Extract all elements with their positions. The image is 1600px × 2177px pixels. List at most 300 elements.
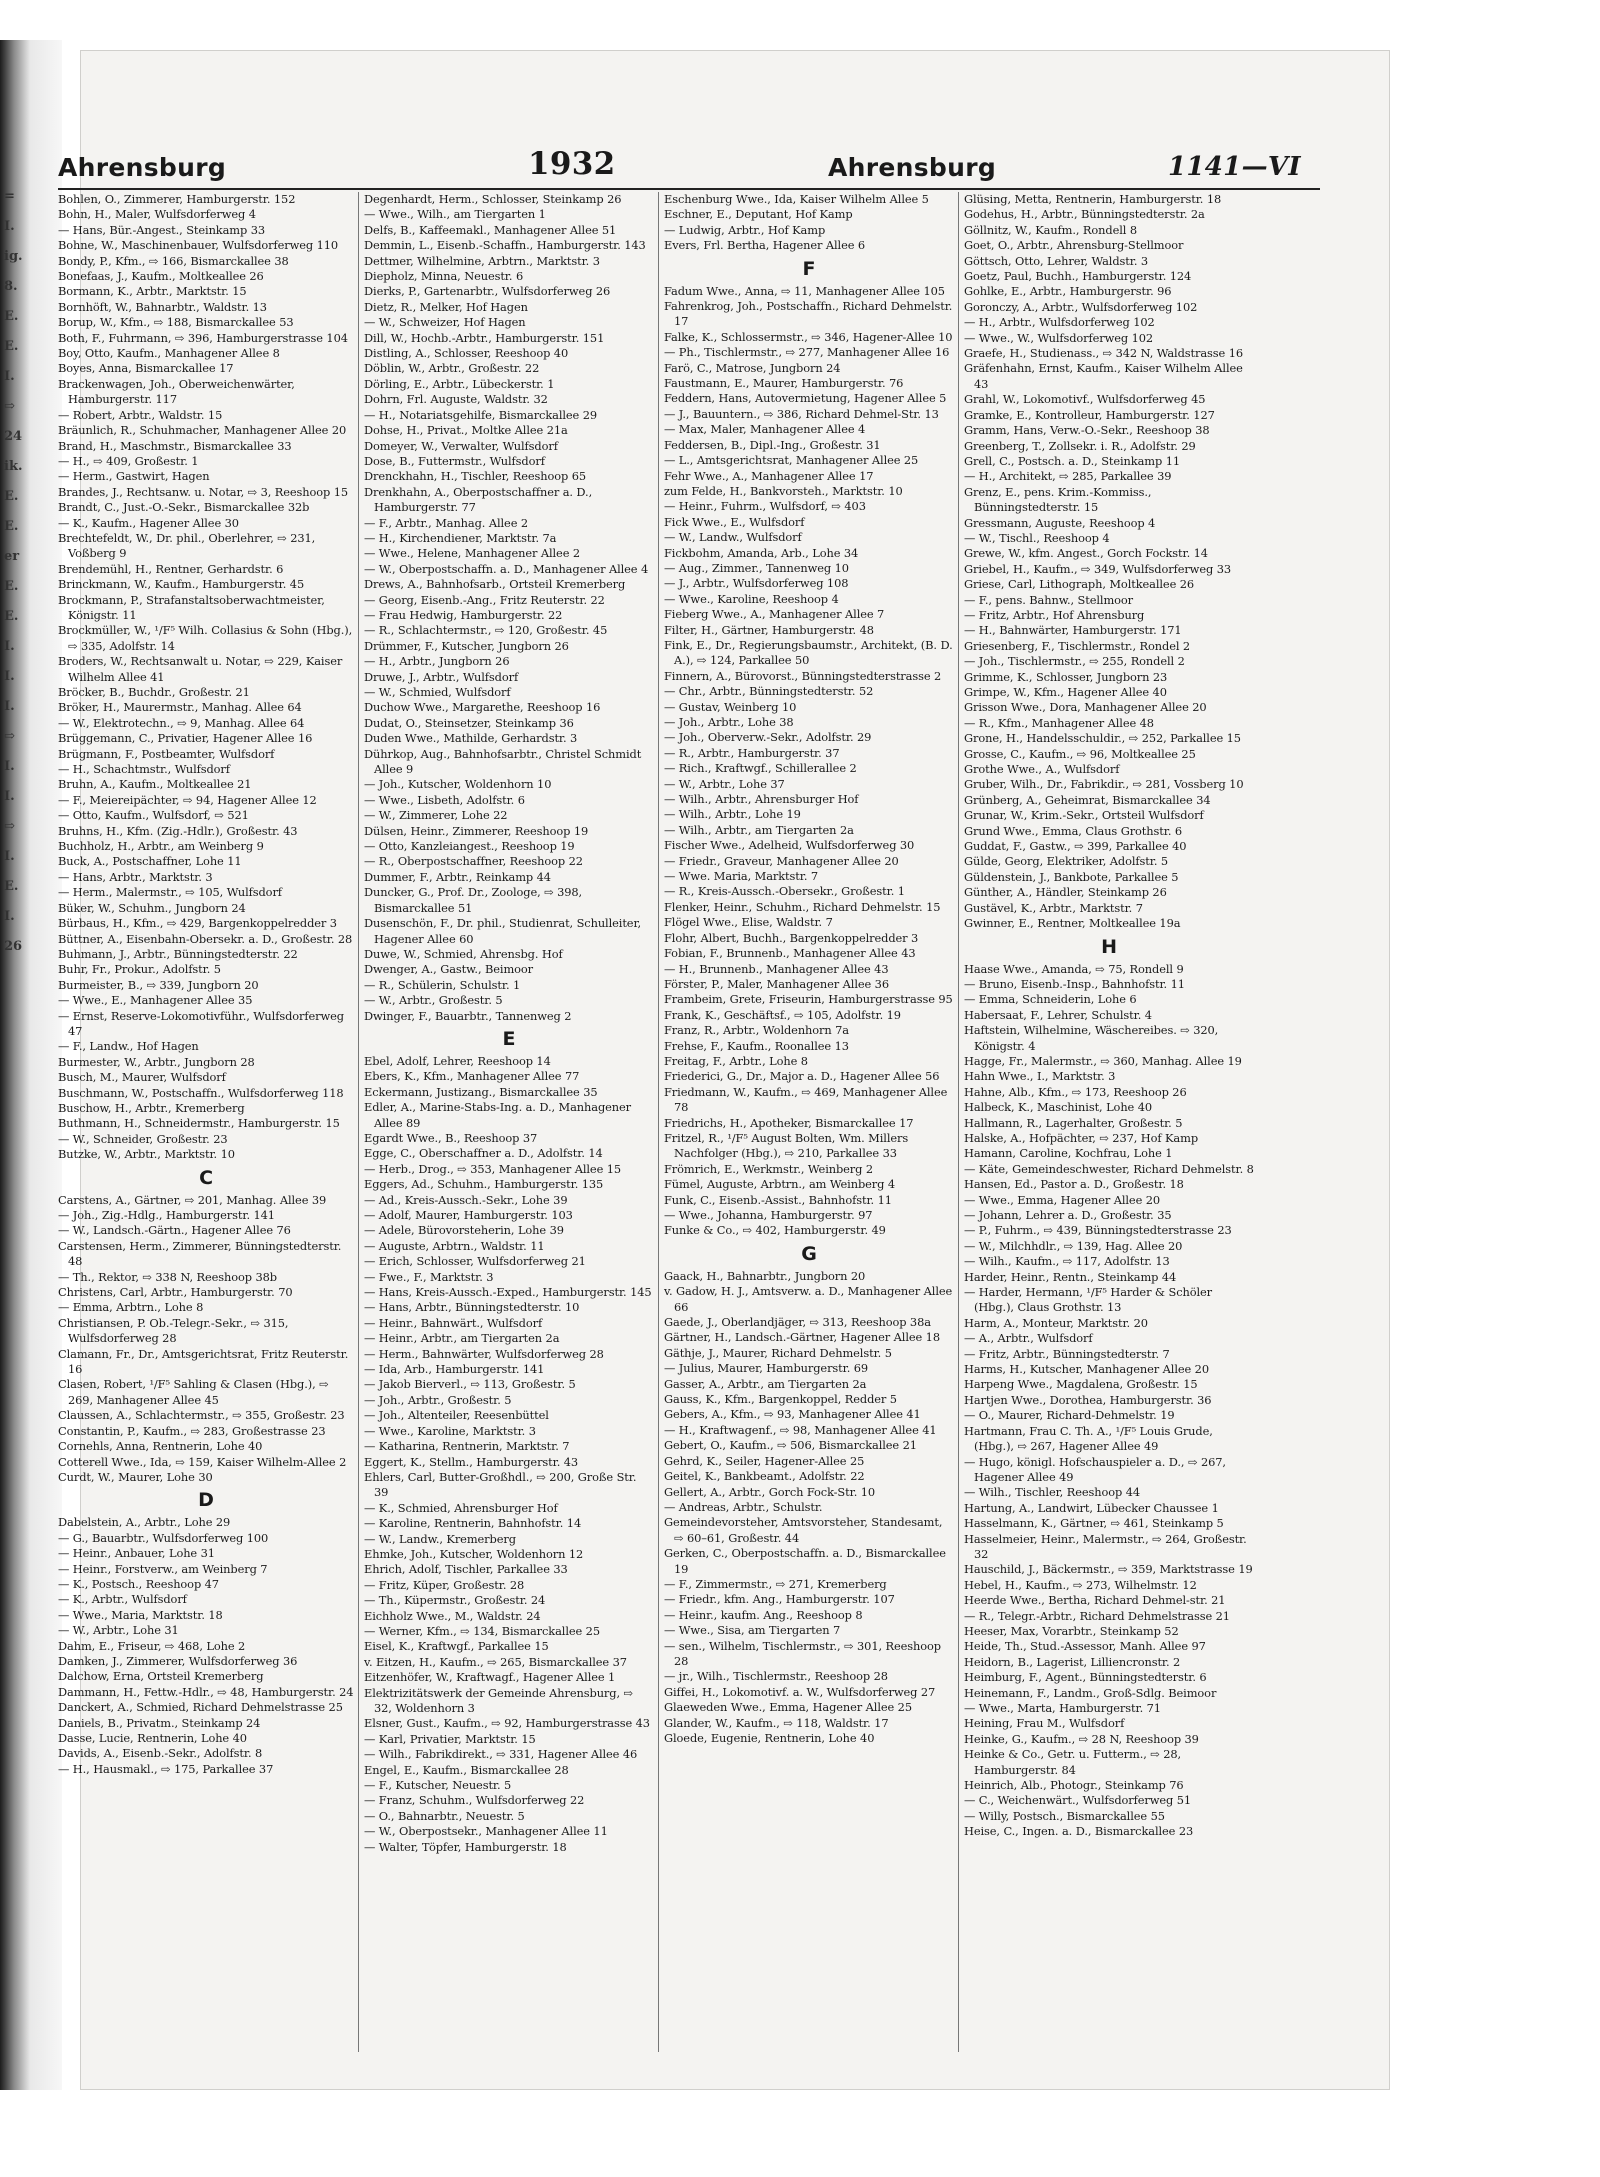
directory-entry: — W., Landw., Kremerberg xyxy=(364,1531,516,1546)
directory-entry: — L., Amtsgerichtsrat, Manhagener Allee 25 xyxy=(664,453,919,468)
directory-entry: Fümel, Auguste, Arbtrn., am Weinberg 4 xyxy=(664,1177,895,1192)
directory-entry: Brand, H., Maschmstr., Bismarckallee 33 xyxy=(58,438,292,453)
directory-entry: Harms, H., Kutscher, Manhagener Allee 20 xyxy=(964,1362,1209,1377)
directory-entry: Grosse, C., Kaufm., ⇨ 96, Moltkeallee 25 xyxy=(964,746,1196,761)
directory-entry: Brandes, J., Rechtsanw. u. Notar, ⇨ 3, Reeshoop 15 xyxy=(58,484,349,499)
section-letter: C xyxy=(199,1166,213,1189)
directory-entry: — J., Bauuntern., ⇨ 386, Richard Dehmel-Str. 13 xyxy=(664,406,939,421)
directory-entry: Feddersen, B., Dipl.-Ing., Großestr. 31 xyxy=(664,437,881,452)
directory-entry: Freitag, F., Arbtr., Lohe 8 xyxy=(664,1053,808,1068)
directory-entry: — Hans, Kreis-Aussch.-Exped., Hamburgerstr. 145 xyxy=(364,1285,652,1300)
directory-entry: Dohse, H., Privat., Moltke Allee 21a xyxy=(364,423,568,438)
directory-entry: Hallmann, R., Lagerhalter, Großestr. 5 xyxy=(964,1115,1183,1130)
fragment-glyph: ⇨ xyxy=(4,819,15,834)
directory-entry: Förster, P., Maler, Manhagener Allee 36 xyxy=(664,976,889,991)
directory-entry: Graefe, H., Studienass., ⇨ 342 N, Waldstrasse 16 xyxy=(964,346,1243,361)
directory-entry: — Erich, Schlosser, Wulfsdorferweg 21 xyxy=(364,1254,586,1269)
directory-entry: Ebel, Adolf, Lehrer, Reeshoop 14 xyxy=(364,1053,551,1068)
fragment-glyph: I. xyxy=(4,639,15,654)
directory-entry: — R., Schülerin, Schulstr. 1 xyxy=(364,977,521,992)
directory-entry: — Aug., Zimmer., Tannenweg 10 xyxy=(664,560,849,575)
directory-entry: Delfs, B., Kaffeemakl., Manhagener Allee 51 xyxy=(364,222,617,237)
directory-entry: — Heinr., Fuhrm., Wulfsdorf, ⇨ 403 xyxy=(664,499,866,514)
directory-entry: Brockmann, P., Strafanstaltsoberwachtmeister, Königstr. 11 xyxy=(58,592,325,622)
directory-entry: Hartung, A., Landwirt, Lübecker Chaussee 1 xyxy=(964,1500,1219,1515)
directory-entry: Gloede, Eugenie, Rentnerin, Lohe 40 xyxy=(664,1731,875,1745)
directory-entry: — Wwe., Lisbeth, Adolfstr. 6 xyxy=(364,792,525,807)
directory-entry: Grahl, W., Lokomotivf., Wulfsdorferweg 45 xyxy=(964,392,1206,407)
directory-entry: Buhr, Fr., Prokur., Adolfstr. 5 xyxy=(58,962,221,977)
directory-entry: Godehus, H., Arbtr., Bünningstedterstr. 2a xyxy=(964,207,1205,222)
directory-entry: — Herm., Bahnwärter, Wulfsdorferweg 28 xyxy=(364,1346,604,1361)
directory-entry: Dietz, R., Melker, Hof Hagen xyxy=(364,299,528,314)
directory-entry: Haftstein, Wilhelmine, Wäschereibes. ⇨ 320, Königstr. 4 xyxy=(964,1023,1219,1053)
directory-entry: Eisel, K., Kraftwgf., Parkallee 15 xyxy=(364,1639,549,1654)
directory-entry: Drenkhahn, A., Oberpostschaffner a. D., Hamburgerstr. 77 xyxy=(364,484,593,515)
directory-entry: Eggert, K., Stellm., Hamburgerstr. 43 xyxy=(364,1454,579,1469)
fragment-glyph: I. xyxy=(4,699,15,714)
directory-entry: Cornehls, Anna, Rentnerin, Lohe 40 xyxy=(58,1439,263,1454)
directory-entry: — J., Arbtr., Wulfsdorferweg 108 xyxy=(664,576,849,591)
directory-entry: Egge, C., Oberschaffner a. D., Adolfstr. 14 xyxy=(364,1146,603,1161)
directory-entry: v. Gadow, H. J., Amtsverw. a. D., Manhagener Allee 66 xyxy=(664,1284,953,1314)
directory-entry: — W., Schmied, Wulfsdorf xyxy=(364,685,511,699)
directory-entry: — H., Notariatsgehilfe, Bismarckallee 29 xyxy=(364,407,598,422)
directory-entry: Günther, A., Händler, Steinkamp 26 xyxy=(964,885,1167,900)
directory-entry: Dührkop, Aug., Bahnhofsarbtr., Christel Schmidt Allee 9 xyxy=(364,746,642,777)
directory-entry: Güldenstein, J., Bankbote, Parkallee 5 xyxy=(964,869,1179,884)
directory-entry: — Robert, Arbtr., Waldstr. 15 xyxy=(58,407,223,422)
directory-entry: v. Eitzen, H., Kaufm., ⇨ 265, Bismarckallee 37 xyxy=(364,1654,627,1669)
directory-entry: Bräunlich, R., Schuhmacher, Manhagener Allee 20 xyxy=(58,423,347,438)
directory-entry: Goet, O., Arbtr., Ahrensburg-Stellmoor xyxy=(964,238,1184,253)
directory-entry: — K., Arbtr., Wulfsdorf xyxy=(58,1592,187,1607)
directory-entry: — H., Brunnenb., Manhagener Allee 43 xyxy=(664,961,889,976)
directory-entry: — Rich., Kraftwgf., Schillerallee 2 xyxy=(664,761,857,776)
directory-entry: Glander, W., Kaufm., ⇨ 118, Waldstr. 17 xyxy=(664,1715,889,1730)
directory-entry: Hauschild, J., Bäckermstr., ⇨ 359, Marktstrasse 19 xyxy=(964,1562,1253,1577)
directory-entry: Buthmann, H., Schneidermstr., Hamburgerstr. 15 xyxy=(58,1116,340,1131)
previous-page-fragment xyxy=(0,189,23,970)
directory-entry: Flenker, Heinr., Schuhm., Richard Dehmelstr. 15 xyxy=(664,899,941,914)
directory-entry: Dwenger, A., Gastw., Beimoor xyxy=(364,962,534,977)
directory-entry: — H., Kirchendiener, Marktstr. 7a xyxy=(364,530,557,545)
directory-entry: — Fritz, Arbtr., Hof Ahrensburg xyxy=(964,607,1145,622)
directory-entry: Grunar, W., Krim.-Sekr., Ortsteil Wulfsdorf xyxy=(964,808,1204,823)
directory-entry: Boy, Otto, Kaufm., Manhagener Allee 8 xyxy=(58,346,280,361)
directory-entry: — H., ⇨ 409, Großestr. 1 xyxy=(58,453,199,468)
directory-entry: Drümmer, F., Kutscher, Jungborn 26 xyxy=(364,638,569,653)
directory-entry: Bonefaas, J., Kaufm., Moltkeallee 26 xyxy=(58,269,264,284)
directory-entry: — K., Schmied, Ahrensburger Hof xyxy=(364,1500,558,1515)
directory-entry: — Wwe., Helene, Manhagener Allee 2 xyxy=(364,546,581,561)
directory-entry: — Hugo, königl. Hofschauspieler a. D., ⇨ 267, Hagener Allee 49 xyxy=(964,1454,1226,1484)
directory-entry: — O., Bahnarbtr., Neuestr. 5 xyxy=(364,1808,525,1823)
directory-entry: Gauss, K., Kfm., Bargenkoppel, Redder 5 xyxy=(664,1392,897,1407)
directory-entry: Glüsing, Metta, Rentnerin, Hamburgerstr. 18 xyxy=(964,192,1222,206)
directory-entry: Gärtner, H., Landsch.-Gärtner, Hagener Allee 18 xyxy=(664,1330,940,1345)
directory-entry: Friedrichs, H., Apotheker, Bismarckallee 17 xyxy=(664,1115,914,1130)
directory-entry: Grothe Wwe., A., Wulfsdorf xyxy=(964,762,1120,777)
directory-column-3 xyxy=(658,192,954,2052)
directory-entry: Buck, A., Postschaffner, Lohe 11 xyxy=(58,854,242,869)
directory-entry: — Auguste, Arbtrn., Waldstr. 11 xyxy=(364,1238,545,1253)
directory-entry: Dudat, O., Steinsetzer, Steinkamp 36 xyxy=(364,715,574,730)
directory-entry: Fischer Wwe., Adelheid, Wulfsdorferweg 30 xyxy=(664,838,915,853)
section-letter: E xyxy=(502,1027,516,1050)
fragment-glyph: I. xyxy=(4,849,15,864)
directory-entry: Haase Wwe., Amanda, ⇨ 75, Rondell 9 xyxy=(964,961,1184,976)
directory-columns xyxy=(58,192,1320,2052)
fragment-glyph: I. xyxy=(4,789,15,804)
directory-entry: — jr., Wilh., Tischlermstr., Reeshoop 28 xyxy=(664,1669,888,1684)
directory-entry: — K., Kaufm., Hagener Allee 30 xyxy=(58,515,239,530)
directory-entry: — Käte, Gemeindeschwester, Richard Dehmelstr. 8 xyxy=(964,1161,1254,1176)
fragment-glyph: ig. xyxy=(4,249,23,264)
directory-entry: Frambeim, Grete, Friseurin, Hamburgerstrasse 95 xyxy=(664,992,953,1007)
directory-entry: Ehmke, Joh., Kutscher, Woldenhorn 12 xyxy=(364,1546,584,1561)
directory-entry: Domeyer, W., Verwalter, Wulfsdorf xyxy=(364,438,558,453)
directory-entry: — A., Arbtr., Wulfsdorf xyxy=(964,1331,1093,1346)
directory-entry: Griebel, H., Kaufm., ⇨ 349, Wulfsdorferweg 33 xyxy=(964,561,1231,576)
directory-entry: Flohr, Albert, Buchh., Bargenkoppelredder 3 xyxy=(664,930,919,945)
directory-entry: Eichholz Wwe., M., Waldstr. 24 xyxy=(364,1608,541,1623)
directory-entry: Broders, W., Rechtsanwalt u. Notar, ⇨ 229, Kaiser Wilhelm Allee 41 xyxy=(58,654,343,684)
directory-entry: Gaack, H., Bahnarbtr., Jungborn 20 xyxy=(664,1268,866,1283)
directory-entry: — Heinr., kaufm. Ang., Reeshoop 8 xyxy=(664,1607,863,1622)
directory-entry: Heinke & Co., Getr. u. Futterm., ⇨ 28, Hamburgerstr. 84 xyxy=(964,1747,1182,1777)
directory-entry: Heidorn, B., Lagerist, Lilliencronstr. 2 xyxy=(964,1654,1181,1669)
directory-entry: Bröker, H., Maurermstr., Manhag. Allee 64 xyxy=(58,700,302,715)
directory-entry: Gülde, Georg, Elektriker, Adolfstr. 5 xyxy=(964,854,1169,869)
fragment-glyph: E. xyxy=(4,489,19,504)
directory-entry: Brackenwagen, Joh., Oberweichenwärter, Hamburgerstr. 117 xyxy=(58,376,295,407)
directory-entry: Curdt, W., Maurer, Lohe 30 xyxy=(58,1469,213,1484)
directory-entry: — F., Zimmermstr., ⇨ 271, Kremerberg xyxy=(664,1576,887,1591)
directory-entry: Drews, A., Bahnhofsarb., Ortsteil Kremerberg xyxy=(364,577,626,592)
directory-entry: Dabelstein, A., Arbtr., Lohe 29 xyxy=(58,1515,231,1530)
directory-entry: — Gustav, Weinberg 10 xyxy=(664,699,797,714)
directory-entry: Ebers, K., Kfm., Manhagener Allee 77 xyxy=(364,1069,580,1084)
directory-entry: — H., Arbtr., Jungborn 26 xyxy=(364,654,510,669)
directory-entry: — R., Schlachtermstr., ⇨ 120, Großestr. 45 xyxy=(364,623,608,638)
directory-entry: Diepholz, Minna, Neuestr. 6 xyxy=(364,269,524,284)
directory-entry: Carstensen, Herm., Zimmerer, Bünningstedterstr. 48 xyxy=(58,1238,342,1269)
directory-entry: Burmeister, B., ⇨ 339, Jungborn 20 xyxy=(58,977,259,992)
directory-entry: Brinckmann, W., Kaufm., Hamburgerstr. 45 xyxy=(58,577,305,592)
directory-entry: Dierks, P., Gartenarbtr., Wulfsdorferweg 26 xyxy=(364,284,611,299)
fragment-glyph: E. xyxy=(4,579,19,594)
directory-entry: — Hans, Bür.-Angest., Steinkamp 33 xyxy=(58,222,266,237)
directory-entry: Glaeweden Wwe., Emma, Hagener Allee 25 xyxy=(664,1700,912,1715)
directory-entry: Gramm, Hans, Verw.-O.-Sekr., Reeshoop 38 xyxy=(964,423,1210,438)
directory-entry: — W., Oberpostschaffn. a. D., Manhagener Allee 4 xyxy=(364,561,649,576)
directory-entry: — Karl, Privatier, Marktstr. 15 xyxy=(364,1731,536,1746)
directory-entry: Both, F., Fuhrmann, ⇨ 396, Hamburgerstrasse 104 xyxy=(58,330,348,345)
directory-entry: Dülsen, Heinr., Zimmerer, Reeshoop 19 xyxy=(364,823,589,838)
directory-entry: Buschmann, W., Postschaffn., Wulfsdorferweg 118 xyxy=(58,1085,344,1100)
directory-entry: — Joh., Tischlermstr., ⇨ 255, Rondell 2 xyxy=(964,654,1185,669)
directory-entry: Funke & Co., ⇨ 402, Hamburgerstr. 49 xyxy=(664,1223,886,1238)
directory-entry: Danckert, A., Schmied, Richard Dehmelstrasse 25 xyxy=(58,1700,343,1715)
directory-entry: — Wilh., Fabrikdirekt., ⇨ 331, Hagener Allee 46 xyxy=(364,1747,638,1762)
fragment-glyph: ⇨ xyxy=(4,729,15,744)
directory-entry: — Wwe., Marta, Hamburgerstr. 71 xyxy=(964,1701,1161,1715)
directory-entry: — sen., Wilhelm, Tischlermstr., ⇨ 301, Reeshoop 28 xyxy=(664,1638,941,1668)
directory-entry: — F., Kutscher, Neuestr. 5 xyxy=(364,1778,512,1793)
directory-entry: — Karoline, Rentnerin, Bahnhofstr. 14 xyxy=(364,1516,582,1531)
directory-entry: Buchholz, H., Arbtr., am Weinberg 9 xyxy=(58,839,264,854)
directory-entry: Geitel, K., Bankbeamt., Adolfstr. 22 xyxy=(664,1469,865,1484)
directory-entry: Bohne, W., Maschinenbauer, Wulfsdorferweg 110 xyxy=(58,238,339,253)
directory-entry: Gasser, A., Arbtr., am Tiergarten 2a xyxy=(664,1376,867,1391)
directory-entry: — Ph., Tischlermstr., ⇨ 277, Manhagener Allee 16 xyxy=(664,345,950,360)
directory-entry: — W., Schweizer, Hof Hagen xyxy=(364,315,526,330)
directory-entry: Bröcker, B., Buchdr., Großestr. 21 xyxy=(58,685,250,699)
directory-entry: Gwinner, E., Rentner, Moltkeallee 19a xyxy=(964,916,1181,931)
directory-column-1 xyxy=(58,192,354,2052)
directory-entry: — K., Postsch., Reeshoop 47 xyxy=(58,1576,219,1591)
fragment-glyph: ik. xyxy=(4,459,23,474)
header-place-right: Ahrensburg xyxy=(828,153,997,182)
directory-entry: Dörling, E., Arbtr., Lübeckerstr. 1 xyxy=(364,376,555,391)
directory-entry: Hasselmann, K., Gärtner, ⇨ 461, Steinkamp 5 xyxy=(964,1516,1224,1531)
directory-entry: — Wwe., Maria, Marktstr. 18 xyxy=(58,1607,223,1622)
directory-entry: — Max, Maler, Manhagener Allee 4 xyxy=(664,422,866,437)
directory-entry: — Andreas, Arbtr., Schulstr. xyxy=(664,1499,823,1514)
header-page-number: 1141—VI xyxy=(1168,152,1301,182)
directory-entry: — Wwe., Wilh., am Tiergarten 1 xyxy=(364,207,546,222)
directory-entry: — H., Schachtmstr., Wulfsdorf xyxy=(58,762,230,777)
directory-entry: Fick Wwe., E., Wulfsdorf xyxy=(664,514,805,529)
directory-entry: Guddat, F., Gastw., ⇨ 399, Parkallee 40 xyxy=(964,839,1187,854)
section-letter: G xyxy=(801,1242,817,1265)
fragment-glyph: E. xyxy=(4,519,19,534)
directory-entry: Franz, R., Arbtr., Woldenhorn 7a xyxy=(664,1023,849,1038)
directory-entry: Dill, W., Hochb.-Arbtr., Hamburgerstr. 151 xyxy=(364,330,605,345)
directory-entry: Christiansen, P. Ob.-Telegr.-Sekr., ⇨ 315, Wulfsdorferweg 28 xyxy=(58,1315,289,1346)
directory-entry: — Joh., Zig.-Hdlg., Hamburgerstr. 141 xyxy=(58,1208,275,1222)
directory-entry: Eggers, Ad., Schuhm., Hamburgerstr. 135 xyxy=(364,1177,604,1192)
directory-entry: Elektrizitätswerk der Gemeinde Ahrensburg, ⇨ 32, Woldenhorn 3 xyxy=(364,1685,633,1715)
directory-entry: — R., Telegr.-Arbtr., Richard Dehmelstrasse 21 xyxy=(964,1608,1230,1623)
directory-entry: Goronczy, A., Arbtr., Wulfsdorferweg 102 xyxy=(964,299,1198,314)
directory-entry: — Wwe., Emma, Hagener Allee 20 xyxy=(964,1192,1161,1207)
directory-entry: Heining, Frau M., Wulfsdorf xyxy=(964,1716,1125,1731)
directory-entry: — Heinr., Forstverw., am Weinberg 7 xyxy=(58,1561,268,1576)
directory-entry: Brechtefeldt, W., Dr. phil., Oberlehrer, ⇨ 231, Voßberg 9 xyxy=(58,530,316,561)
directory-entry: Gustävel, K., Arbtr., Marktstr. 7 xyxy=(964,900,1143,915)
directory-entry: Farö, C., Matrose, Jungborn 24 xyxy=(664,360,841,375)
directory-entry: — F., Landw., Hof Hagen xyxy=(58,1039,199,1054)
directory-entry: — Harder, Hermann, ¹/F⁵ Harder & Schöler (Hbg.), Claus Grothstr. 13 xyxy=(964,1285,1213,1315)
directory-entry: Claussen, A., Schlachtermstr., ⇨ 355, Großestr. 23 xyxy=(58,1408,345,1423)
directory-entry: Giffei, H., Lokomotivf. a. W., Wulfsdorferweg 27 xyxy=(664,1684,936,1699)
directory-entry: Feddern, Hans, Autovermietung, Hagener Allee 5 xyxy=(664,391,947,406)
directory-entry: — H., Bahnwärter, Hamburgerstr. 171 xyxy=(964,623,1182,638)
directory-entry: — Joh., Altenteiler, Reesenbüttel xyxy=(364,1408,549,1423)
directory-entry: Greenberg, T., Zollsekr. i. R., Adolfstr. 29 xyxy=(964,438,1196,453)
directory-entry: Evers, Frl. Bertha, Hagener Allee 6 xyxy=(664,238,866,253)
directory-entry: Gramke, E., Kontrolleur, Hamburgerstr. 127 xyxy=(964,407,1215,422)
directory-entry: Hahne, Alb., Kfm., ⇨ 173, Reeshoop 26 xyxy=(964,1084,1187,1099)
directory-entry: Filter, H., Gärtner, Hamburgerstr. 48 xyxy=(664,622,874,637)
directory-entry: Cotterell Wwe., Ida, ⇨ 159, Kaiser Wilhelm-Allee 2 xyxy=(58,1454,347,1469)
directory-entry: Grimme, K., Schlosser, Jungborn 23 xyxy=(964,669,1168,684)
directory-entry: — Herm., Gastwirt, Hagen xyxy=(58,469,210,484)
directory-entry: Gressmann, Auguste, Reeshoop 4 xyxy=(964,515,1156,530)
directory-entry: Dammann, H., Fettw.-Hdlr., ⇨ 48, Hamburgerstr. 24 xyxy=(58,1684,354,1699)
directory-entry: — Joh., Oberverw.-Sekr., Adolfstr. 29 xyxy=(664,730,872,745)
directory-entry: Bürbaus, H., Kfm., ⇨ 429, Bargenkoppelredder 3 xyxy=(58,916,337,931)
directory-entry: — Ernst, Reserve-Lokomotivführ., Wulfsdorferweg 47 xyxy=(58,1008,344,1038)
directory-entry: Egardt Wwe., B., Reeshoop 37 xyxy=(364,1130,538,1145)
directory-entry: Engel, E., Kaufm., Bismarckallee 28 xyxy=(364,1762,569,1777)
directory-entry: — Jakob Bierverl., ⇨ 113, Großestr. 5 xyxy=(364,1377,576,1392)
directory-entry: — R., Kreis-Aussch.-Obersekr., Großestr. 1 xyxy=(664,884,905,899)
directory-entry: — Wwe. Maria, Marktstr. 7 xyxy=(664,869,819,884)
directory-entry: — H., Kraftwagenf., ⇨ 98, Manhagener Allee 41 xyxy=(664,1422,937,1437)
directory-entry: Butzke, W., Arbtr., Marktstr. 10 xyxy=(58,1147,235,1162)
directory-entry: — Emma, Schneiderin, Lohe 6 xyxy=(964,992,1137,1007)
directory-entry: — W., Landw., Wulfsdorf xyxy=(664,530,802,545)
directory-entry: Bornhöft, W., Bahnarbtr., Waldstr. 13 xyxy=(58,299,267,314)
directory-entry: Boyes, Anna, Bismarckallee 17 xyxy=(58,361,234,376)
directory-entry: Frehse, F., Kaufm., Roonallee 13 xyxy=(664,1038,849,1053)
directory-entry: Hartjen Wwe., Dorothea, Hamburgerstr. 36 xyxy=(964,1392,1212,1407)
directory-entry: Gehrd, K., Seiler, Hagener-Allee 25 xyxy=(664,1453,865,1468)
directory-entry: — W., Tischl., Reeshoop 4 xyxy=(964,530,1110,545)
directory-entry: — Wilh., Kaufm., ⇨ 117, Adolfstr. 13 xyxy=(964,1254,1170,1269)
directory-entry: Faustmann, E., Maurer, Hamburgerstr. 76 xyxy=(664,376,904,391)
fragment-glyph: I. xyxy=(4,219,15,234)
fragment-glyph: 24 xyxy=(4,429,23,444)
fragment-glyph: I. xyxy=(4,669,15,684)
section-letter: F xyxy=(802,257,816,280)
directory-entry: Dasse, Lucie, Rentnerin, Lohe 40 xyxy=(58,1731,247,1745)
directory-entry: — Fwe., F., Marktstr. 3 xyxy=(364,1269,494,1284)
directory-entry: — Otto, Kaufm., Wulfsdorf, ⇨ 521 xyxy=(58,808,249,823)
directory-entry: Edler, A., Marine-Stabs-Ing. a. D., Manhagener Allee 89 xyxy=(364,1100,632,1130)
fragment-glyph: ⇨ xyxy=(4,399,15,414)
directory-entry: Heide, Th., Stud.-Assessor, Manh. Allee 97 xyxy=(964,1639,1206,1654)
directory-entry: — F., Arbtr., Manhag. Allee 2 xyxy=(364,515,529,530)
directory-entry: Hasselmeier, Heinr., Malermstr., ⇨ 264, Großestr. 32 xyxy=(964,1531,1247,1561)
directory-entry: — H., Arbtr., Wulfsdorferweg 102 xyxy=(964,315,1155,330)
directory-entry: Fickbohm, Amanda, Arb., Lohe 34 xyxy=(664,545,859,560)
directory-entry: — Wwe., W., Wulfsdorferweg 102 xyxy=(964,330,1154,345)
directory-entry: — Wwe., Johanna, Hamburgerstr. 97 xyxy=(664,1208,873,1222)
directory-entry: Flögel Wwe., Elise, Waldstr. 7 xyxy=(664,915,833,930)
directory-entry: Davids, A., Eisenb.-Sekr., Adolfstr. 8 xyxy=(58,1746,263,1761)
directory-entry: — F., Meiereipächter, ⇨ 94, Hagener Allee 12 xyxy=(58,792,317,807)
directory-entry: Busch, M., Maurer, Wulfsdorf xyxy=(58,1070,226,1085)
directory-entry: Clamann, Fr., Dr., Amtsgerichtsrat, Fritz Reuterstr. 16 xyxy=(58,1346,349,1377)
directory-entry: — Wwe., Karoline, Reeshoop 4 xyxy=(664,591,839,606)
directory-entry: Ehrich, Adolf, Tischler, Parkallee 33 xyxy=(364,1562,568,1577)
directory-entry: — W., Arbtr., Lohe 37 xyxy=(664,776,785,791)
directory-entry: Friedmann, W., Kaufm., ⇨ 469, Manhagener Allee 78 xyxy=(664,1084,948,1115)
section-letter: D xyxy=(198,1489,214,1512)
directory-entry: Burmester, W., Arbtr., Jungborn 28 xyxy=(58,1054,255,1069)
directory-entry: — Ad., Kreis-Aussch.-Sekr., Lohe 39 xyxy=(364,1192,568,1207)
directory-entry: — Julius, Maurer, Hamburgerstr. 69 xyxy=(664,1361,869,1376)
directory-entry: — Wilh., Arbtr., am Tiergarten 2a xyxy=(664,822,854,837)
directory-entry: Dohrn, Frl. Auguste, Waldstr. 32 xyxy=(364,392,548,407)
directory-entry: Buhmann, J., Arbtr., Bünningstedterstr. 22 xyxy=(58,946,298,961)
directory-entry: Dettmer, Wilhelmine, Arbtrn., Marktstr. 3 xyxy=(364,253,600,268)
fragment-glyph: E. xyxy=(4,339,19,354)
directory-entry: — Emma, Arbtrn., Lohe 8 xyxy=(58,1300,204,1315)
directory-entry: Heinrich, Alb., Photogr., Steinkamp 76 xyxy=(964,1778,1184,1793)
directory-entry: — Herb., Drog., ⇨ 353, Manhagener Allee 15 xyxy=(364,1161,622,1176)
directory-entry: Duwe, W., Schmied, Ahrensbg. Hof xyxy=(364,946,563,961)
directory-entry: — W., Milchhdlr., ⇨ 139, Hag. Allee 20 xyxy=(964,1238,1183,1253)
directory-entry: Harm, A., Monteur, Marktstr. 20 xyxy=(964,1315,1148,1330)
directory-entry: Fahrenkrog, Joh., Postschaffn., Richard Dehmelstr. 17 xyxy=(664,299,953,329)
directory-entry: — Ludwig, Arbtr., Hof Kamp xyxy=(664,222,826,237)
directory-entry: — R., Arbtr., Hamburgerstr. 37 xyxy=(664,745,840,760)
directory-entry: Griesenberg, F., Tischlermstr., Rondel 2 xyxy=(964,638,1191,653)
directory-entry: Heinke, G., Kaufm., ⇨ 28 N, Reeshoop 39 xyxy=(964,1731,1199,1746)
directory-entry: — Hans, Arbtr., Bünningstedterstr. 10 xyxy=(364,1300,580,1315)
directory-entry: Elsner, Gust., Kaufm., ⇨ 92, Hamburgerstrasse 43 xyxy=(364,1716,650,1731)
directory-entry: Damken, J., Zimmerer, Wulfsdorferweg 36 xyxy=(58,1653,298,1668)
directory-entry: Brüggemann, C., Privatier, Hagener Allee 16 xyxy=(58,731,313,746)
directory-entry: Gruber, Wilh., Dr., Fabrikdir., ⇨ 281, Vossberg 10 xyxy=(964,777,1244,792)
directory-entry: — Wilh., Arbtr., Ahrensburger Hof xyxy=(664,792,859,807)
directory-entry: — Fritz, Arbtr., Bünningstedterstr. 7 xyxy=(964,1346,1170,1361)
directory-entry: Habersaat, F., Lehrer, Schulstr. 4 xyxy=(964,1007,1152,1022)
directory-entry: Brandt, C., Just.-O.-Sekr., Bismarckallee 32b xyxy=(58,500,310,515)
fragment-glyph: I. xyxy=(4,759,15,774)
directory-entry: Grenz, E., pens. Krim.-Kommiss., Bünningstedterstr. 15 xyxy=(964,484,1152,515)
fragment-glyph: er xyxy=(4,549,20,564)
directory-entry: Gohlke, E., Arbtr., Hamburgerstr. 96 xyxy=(964,284,1172,299)
directory-entry: Duden Wwe., Mathilde, Gerhardstr. 3 xyxy=(364,731,578,746)
fragment-glyph: I. xyxy=(4,909,15,924)
directory-entry: — Bruno, Eisenb.-Insp., Bahnhofstr. 11 xyxy=(964,976,1185,991)
page-header xyxy=(58,148,1320,190)
directory-entry: — F., pens. Bahnw., Stellmoor xyxy=(964,592,1134,607)
directory-entry: — W., Arbtr., Lohe 31 xyxy=(58,1623,179,1638)
directory-entry: Duncker, G., Prof. Dr., Zoologe, ⇨ 398, Bismarckallee 51 xyxy=(364,885,583,915)
directory-entry: — Franz, Schuhm., Wulfsdorferweg 22 xyxy=(364,1793,585,1808)
directory-entry: Frank, K., Geschäftsf., ⇨ 105, Adolfstr. 19 xyxy=(664,1007,901,1022)
directory-entry: — H., Architekt, ⇨ 285, Parkallee 39 xyxy=(964,469,1172,484)
directory-entry: Clasen, Robert, ¹/F⁵ Sahling & Clasen (Hbg.), ⇨ 269, Manhagener Allee 45 xyxy=(58,1377,329,1407)
directory-entry: Grund Wwe., Emma, Claus Grothstr. 6 xyxy=(964,823,1183,838)
directory-entry: — R., Oberpostschaffner, Reeshoop 22 xyxy=(364,854,583,869)
fragment-glyph: E. xyxy=(4,609,19,624)
directory-entry: — Frau Hedwig, Hamburgerstr. 22 xyxy=(364,607,563,622)
directory-entry: Griese, Carl, Lithograph, Moltkeallee 26 xyxy=(964,577,1195,592)
directory-entry: Harpeng Wwe., Magdalena, Großestr. 15 xyxy=(964,1377,1198,1392)
directory-entry: — Friedr., Graveur, Manhagener Allee 20 xyxy=(664,853,899,868)
directory-entry: Dummer, F., Arbtr., Reinkamp 44 xyxy=(364,869,551,884)
directory-entry: Hahn Wwe., I., Marktstr. 3 xyxy=(964,1069,1116,1084)
fragment-glyph: 8. xyxy=(4,279,18,294)
directory-entry: — Ida, Arb., Hamburgerstr. 141 xyxy=(364,1362,545,1377)
directory-entry: — W., Elektrotechn., ⇨ 9, Manhag. Allee 64 xyxy=(58,715,305,730)
directory-entry: Döblin, W., Arbtr., Großestr. 22 xyxy=(364,361,540,376)
directory-entry: Gaede, J., Oberlandjäger, ⇨ 313, Reeshoop 38a xyxy=(664,1315,931,1330)
directory-entry: — Johann, Lehrer a. D., Großestr. 35 xyxy=(964,1208,1172,1222)
directory-entry: Grone, H., Handelsschuldir., ⇨ 252, Parkallee 15 xyxy=(964,731,1241,746)
directory-entry: Goetz, Paul, Buchh., Hamburgerstr. 124 xyxy=(964,269,1192,284)
directory-entry: — Walter, Töpfer, Hamburgerstr. 18 xyxy=(364,1839,567,1854)
directory-entry: Büker, W., Schuhm., Jungborn 24 xyxy=(58,900,246,915)
